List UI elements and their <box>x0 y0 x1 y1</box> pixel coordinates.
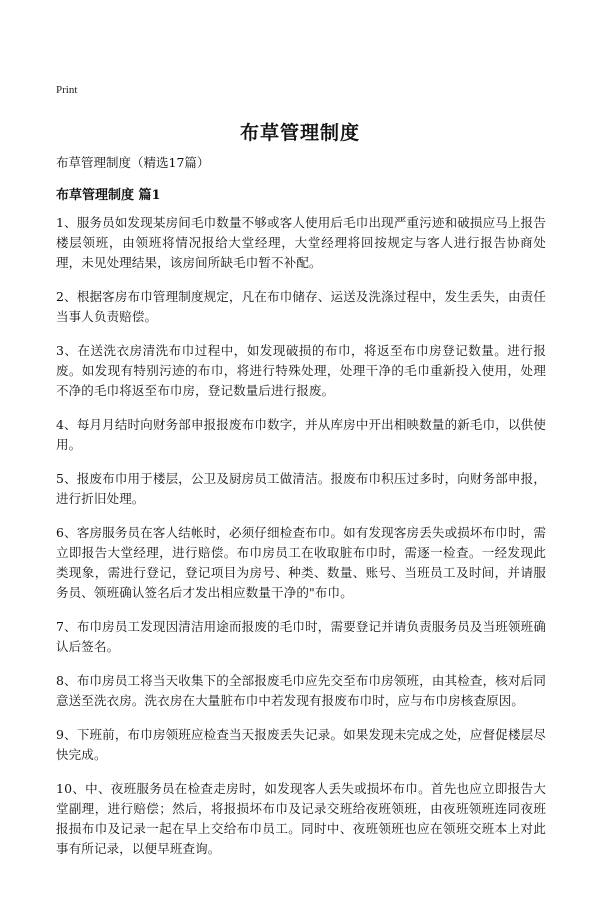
paragraph-5: 5、报废布巾用于楼层，公卫及厨房员工做清洁。报废布巾积压过多时，向财务部申报，进行折旧处理。 <box>56 471 546 506</box>
paragraph-6: 6、客房服务员在客人结帐时，必须仔细检查布巾。如有发现客房丢失或损坏布巾时，需立即报告大堂经理，进行赔偿。布巾房员工在收取脏布巾时，需逐一检查。一经发现此类现象，需进行登记，登记项目为房号、种类、数量、账号、当班员工及时间，并请服务员、领班确认签名后才发出相应数量干净的"布巾。 <box>56 525 546 600</box>
paragraph-1: 1、服务员如发现某房间毛巾数量不够或客人使用后毛巾出现严重污迹和破损应马上报告楼层领班，由领班将情况报给大堂经理，大堂经理将回按规定与客人进行报告协商处理，未见处理结果，该房间所缺毛巾暂不补配。 <box>56 215 546 270</box>
page-title: 布草管理制度 <box>239 122 360 144</box>
paragraph-10: 10、中、夜班服务员在检查走房时，如发现客人丢失或损坏布巾。首先也应立即报告大堂副理，进行赔偿；然后，将报损坏布巾及记录交班给夜班领班，由夜班领班连同夜班报损布巾及记录一起在早上交给布巾员工。同时中、夜班领班也应在领班交班本上对此事有所记录，以便早班查询。 <box>56 781 546 856</box>
paragraph-8: 8、布巾房员工将当天收集下的全部报废毛巾应先交至布巾房领班，由其检查，核对后同意送至洗衣房。洗衣房在大量脏布巾中若发现有报废布巾时，应与布巾房核查原因。 <box>56 673 546 708</box>
paragraph-2: 2、根据客房布巾管理制度规定，凡在布巾储存、运送及洗涤过程中，发生丢失，由责任当事人负责赔偿。 <box>56 289 546 324</box>
document-subtitle: 布草管理制度（精选17篇） <box>56 155 210 170</box>
section-heading: 布草管理制度 篇1 <box>56 188 161 203</box>
paragraph-9: 9、下班前，布巾房领班应检查当天报废丢失记录。如果发现未完成之处，应督促楼层尽快完成。 <box>56 727 546 762</box>
paragraph-3: 3、在送洗衣房清洗布巾过程中，如发现破损的布巾，将返至布巾房登记数量。进行报废。如发现有特别污迹的布巾，将进行特殊处理，处理干净的毛巾重新投入使用，处理不净的毛巾将返至布巾房，登记数量后进行报废。 <box>56 343 546 398</box>
document-body <box>56 213 546 873</box>
paragraph-4: 4、每月月结时向财务部申报报废布巾数字，并从库房中开出相映数量的新毛巾，以供使用。 <box>56 417 546 452</box>
print-label: Print <box>56 84 78 96</box>
paragraph-7: 7、布巾房员工发现因清洁用途而报废的毛巾时，需要登记并请负责服务员及当班领班确认后签名。 <box>56 619 546 654</box>
